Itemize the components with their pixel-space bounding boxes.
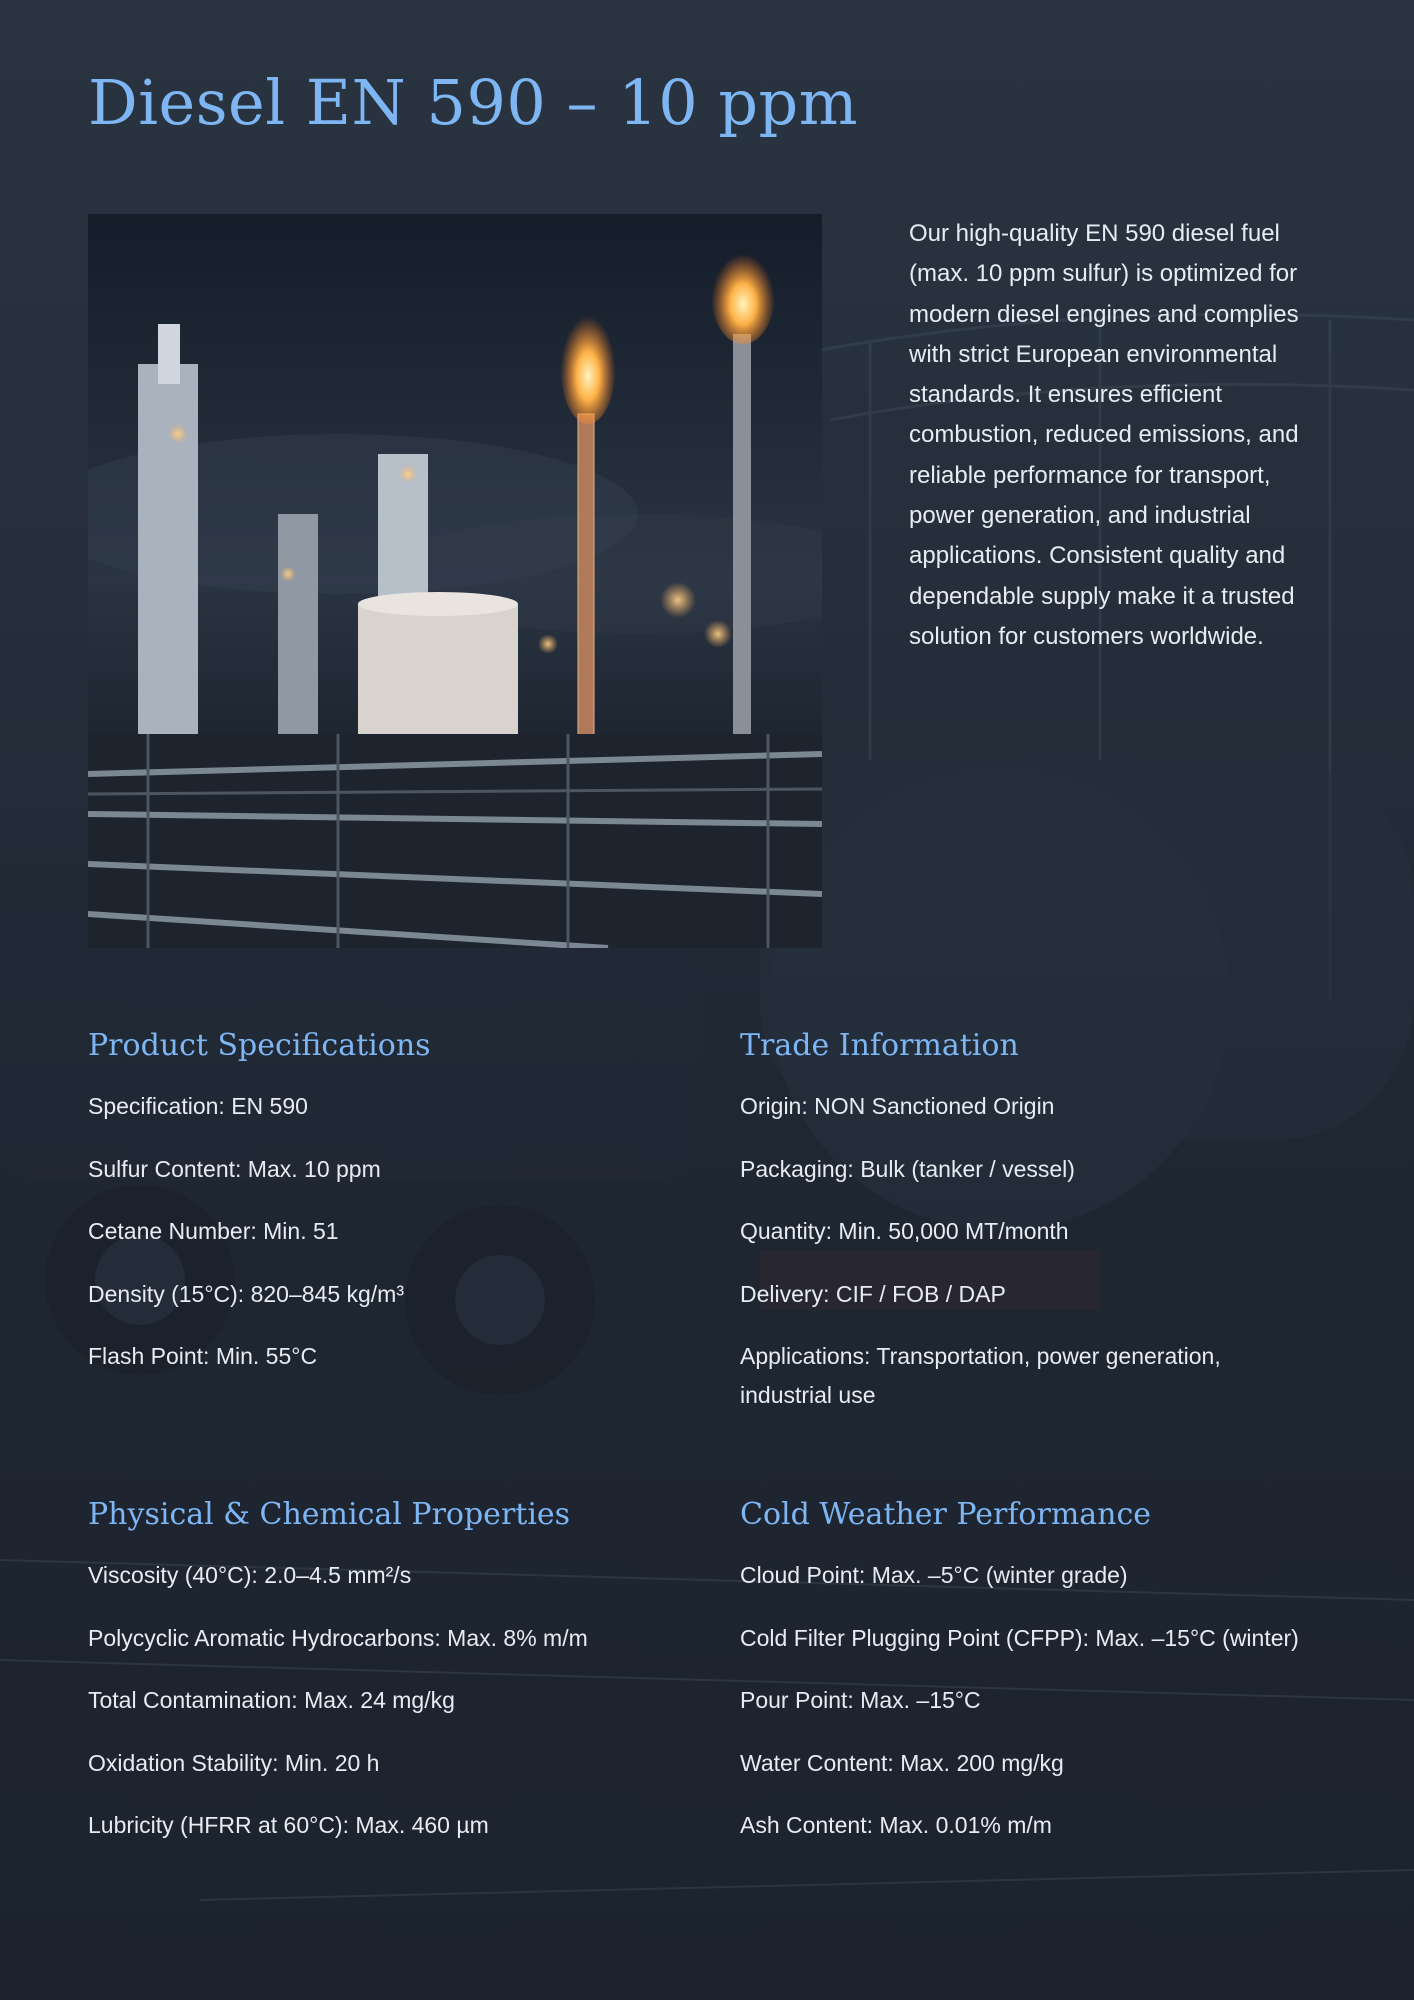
spec-list [740,1087,1300,1415]
list-item: Lubricity (HFRR at 60°C): Max. 460 µm [88,1812,489,1838]
list-item: Water Content: Max. 200 mg/kg [740,1749,1064,1776]
section-heading: Cold Weather Performance [740,1497,1152,1532]
list-item: Sulfur Content: Max. 10 ppm [88,1155,381,1182]
spec-list [88,1087,648,1376]
refinery-photo [88,214,822,948]
intro-paragraph: Our high-quality EN 590 diesel fuel (max. 10 ppm sulfur) is optimized for modern diesel engines and complies with strict European environmental standards. It ensures efficient combustion, reduced emissions, and reliable performance for transport, power generation, and industrial applications. Consistent quality and dependable supply make it a trusted solution for customers worldwide. [909,220,1299,650]
spec-list [740,1556,1300,1845]
list-item: Packaging: Bulk (tanker / vessel) [740,1155,1075,1182]
list-item: Pour Point: Max. –15°C [740,1687,981,1713]
spec-list [88,1556,648,1845]
list-item: Applications: Transportation, power generation, industrial use [740,1343,1221,1408]
list-item: Quantity: Min. 50,000 MT/month [740,1218,1069,1244]
list-item: Specification: EN 590 [88,1093,308,1119]
section-heading: Product Specifications [88,1028,431,1063]
list-item: Ash Content: Max. 0.01% m/m [740,1812,1052,1838]
list-item: Cloud Point: Max. –5°C (winter grade) [740,1562,1128,1588]
section-heading: Physical & Chemical Properties [88,1497,571,1532]
list-item: Cold Filter Plugging Point (CFPP): Max. –15°C (winter) [740,1624,1299,1651]
list-item: Origin: NON Sanctioned Origin [740,1093,1055,1119]
physical-chemical-properties-section [88,1497,648,1869]
list-item: Total Contamination: Max. 24 mg/kg [88,1687,455,1713]
page-title: Diesel EN 590 – 10 ppm [88,66,859,139]
list-item: Viscosity (40°C): 2.0–4.5 mm²/s [88,1562,412,1588]
list-item: Delivery: CIF / FOB / DAP [740,1280,1006,1307]
list-item: Flash Point: Min. 55°C [88,1343,318,1369]
section-heading: Trade Information [740,1028,1019,1063]
list-item: Oxidation Stability: Min. 20 h [88,1749,380,1776]
trade-information-section [740,1028,1300,1439]
list-item: Polycyclic Aromatic Hydrocarbons: Max. 8% m/m [88,1624,588,1651]
list-item: Cetane Number: Min. 51 [88,1218,339,1244]
cold-weather-performance-section [740,1497,1300,1869]
list-item: Density (15°C): 820–845 kg/m³ [88,1280,405,1307]
product-specifications-section [88,1028,648,1400]
